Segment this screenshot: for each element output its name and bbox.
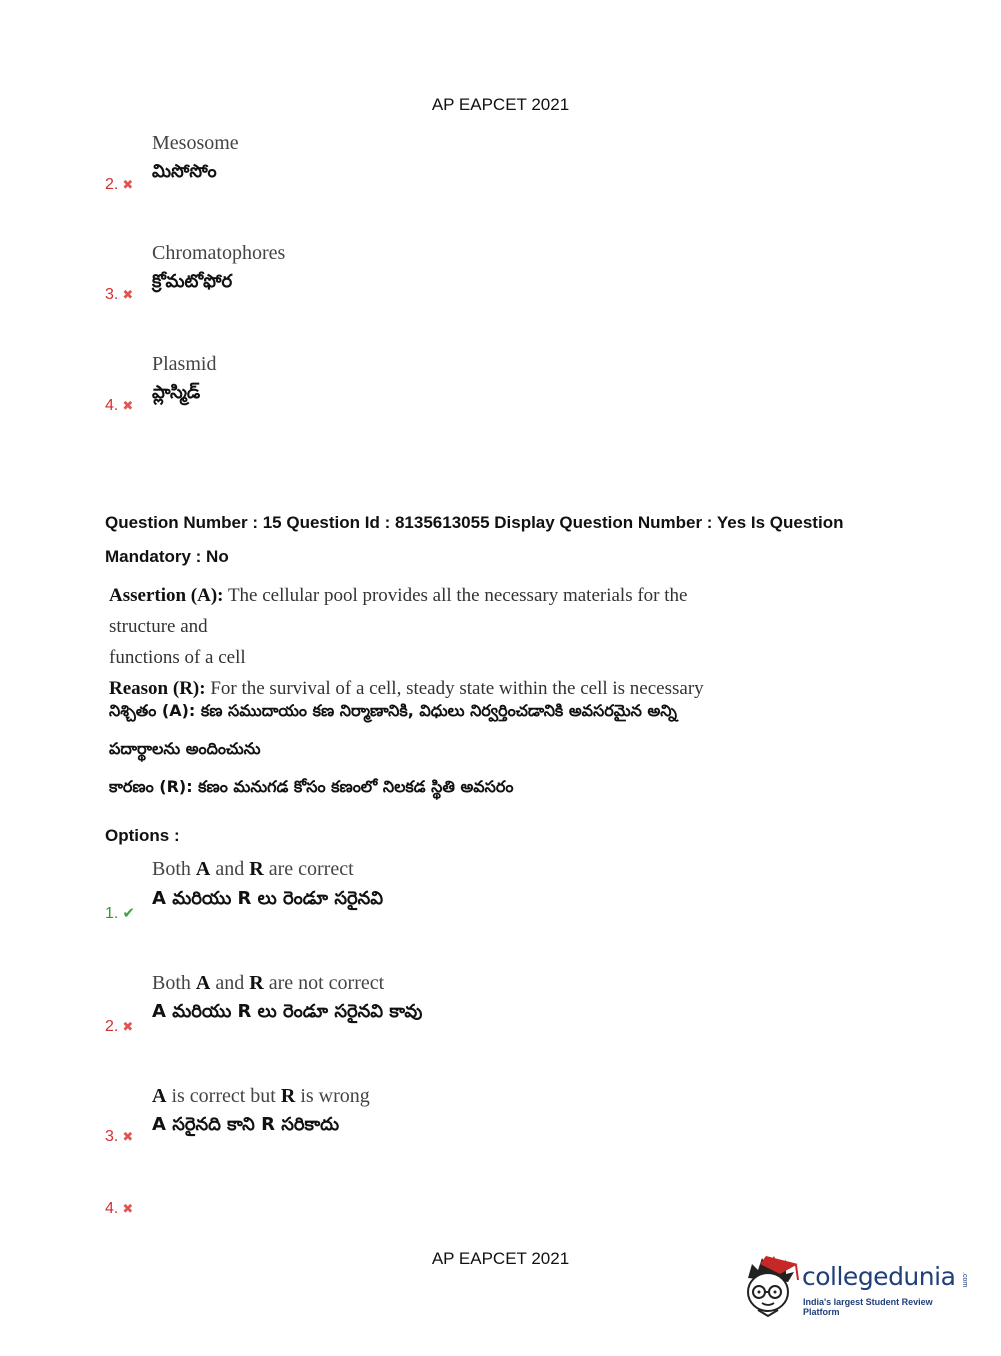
page-header: AP EAPCET 2021	[431, 95, 570, 114]
assertion-line	[109, 580, 749, 642]
option-text-english: Plasmid	[152, 353, 217, 375]
logo-tagline: India's largest Student Review Platform	[803, 1297, 933, 1317]
logo-com: .com	[961, 1272, 968, 1288]
assertion-reason-english	[109, 580, 749, 704]
assertion-line: functions of a cell	[109, 647, 246, 668]
cross-icon: ✖	[122, 1019, 134, 1034]
option-text-telugu: ప్లాస్మిడ్	[152, 382, 201, 403]
options-label: Options :	[105, 826, 180, 845]
reason-text: For the survival of a cell, steady state within the cell is necessary	[210, 678, 704, 699]
option-text-english: Both A and R are correct	[152, 858, 354, 880]
option-number: 3. ✖	[105, 286, 134, 303]
option-number: 2. ✖	[105, 176, 134, 193]
option-text-telugu: క్రోమటోఫోర	[152, 271, 233, 292]
question-meta-line: Question Number : 15 Question Id : 8135613055 Display Question Number : Yes Is Question	[105, 513, 844, 532]
option-text-english: Chromatophores	[152, 242, 286, 264]
option-text-telugu: A మరియు R లు రెండూ సరైనవి	[152, 888, 384, 909]
cross-icon: ✖	[122, 287, 134, 302]
question-meta	[105, 506, 905, 574]
assertion-label: Assertion (A):	[109, 585, 224, 606]
telugu-reason-line: కారణం (R): కణం మనుగడ కోసం కణంలో నిలకడ స్థితి అవసరం	[109, 777, 514, 796]
option-text-telugu: A సరైనది కాని R సరికాదు	[152, 1114, 340, 1135]
cross-icon: ✖	[122, 1201, 134, 1216]
cross-icon: ✖	[122, 177, 134, 192]
cross-icon: ✖	[122, 1129, 134, 1144]
option-number: 3. ✖	[105, 1128, 134, 1145]
option-text-telugu: మిసోసోం	[152, 161, 217, 182]
option-number: 2. ✖	[105, 1018, 134, 1035]
option-number: 1. ✔	[105, 905, 135, 922]
option-number: 4. ✖	[105, 1200, 134, 1217]
assertion-reason-telugu	[109, 692, 729, 806]
reason-label: Reason (R):	[109, 678, 206, 699]
check-icon: ✔	[122, 905, 135, 922]
option-text-english: A is correct but R is wrong	[152, 1085, 370, 1107]
option-number: 4. ✖	[105, 397, 134, 414]
cross-icon: ✖	[122, 398, 134, 413]
logo-text: collegedunia	[802, 1262, 956, 1291]
question-meta-line: Mandatory : No	[105, 547, 229, 566]
assertion-text: The cellular pool provides all the necessary materials for the structure and	[109, 585, 688, 637]
option-text-telugu: A మరియు R లు రెండూ సరైనవి కావు	[152, 1001, 423, 1022]
page-footer: AP EAPCET 2021	[431, 1249, 570, 1268]
collegedunia-logo	[740, 1250, 970, 1320]
option-text-english: Mesosome	[152, 132, 239, 154]
option-text-english: Both A and R are not correct	[152, 972, 385, 994]
mascot-icon	[740, 1250, 802, 1320]
telugu-assertion-line: పదార్థాలను అందించును	[109, 739, 261, 758]
telugu-assertion-line: నిశ్చితం (A): కణ సముదాయం కణ నిర్మాణానికి, విధులు నిర్వర్తించడానికి అవసరమైన అన్ని	[109, 701, 677, 720]
